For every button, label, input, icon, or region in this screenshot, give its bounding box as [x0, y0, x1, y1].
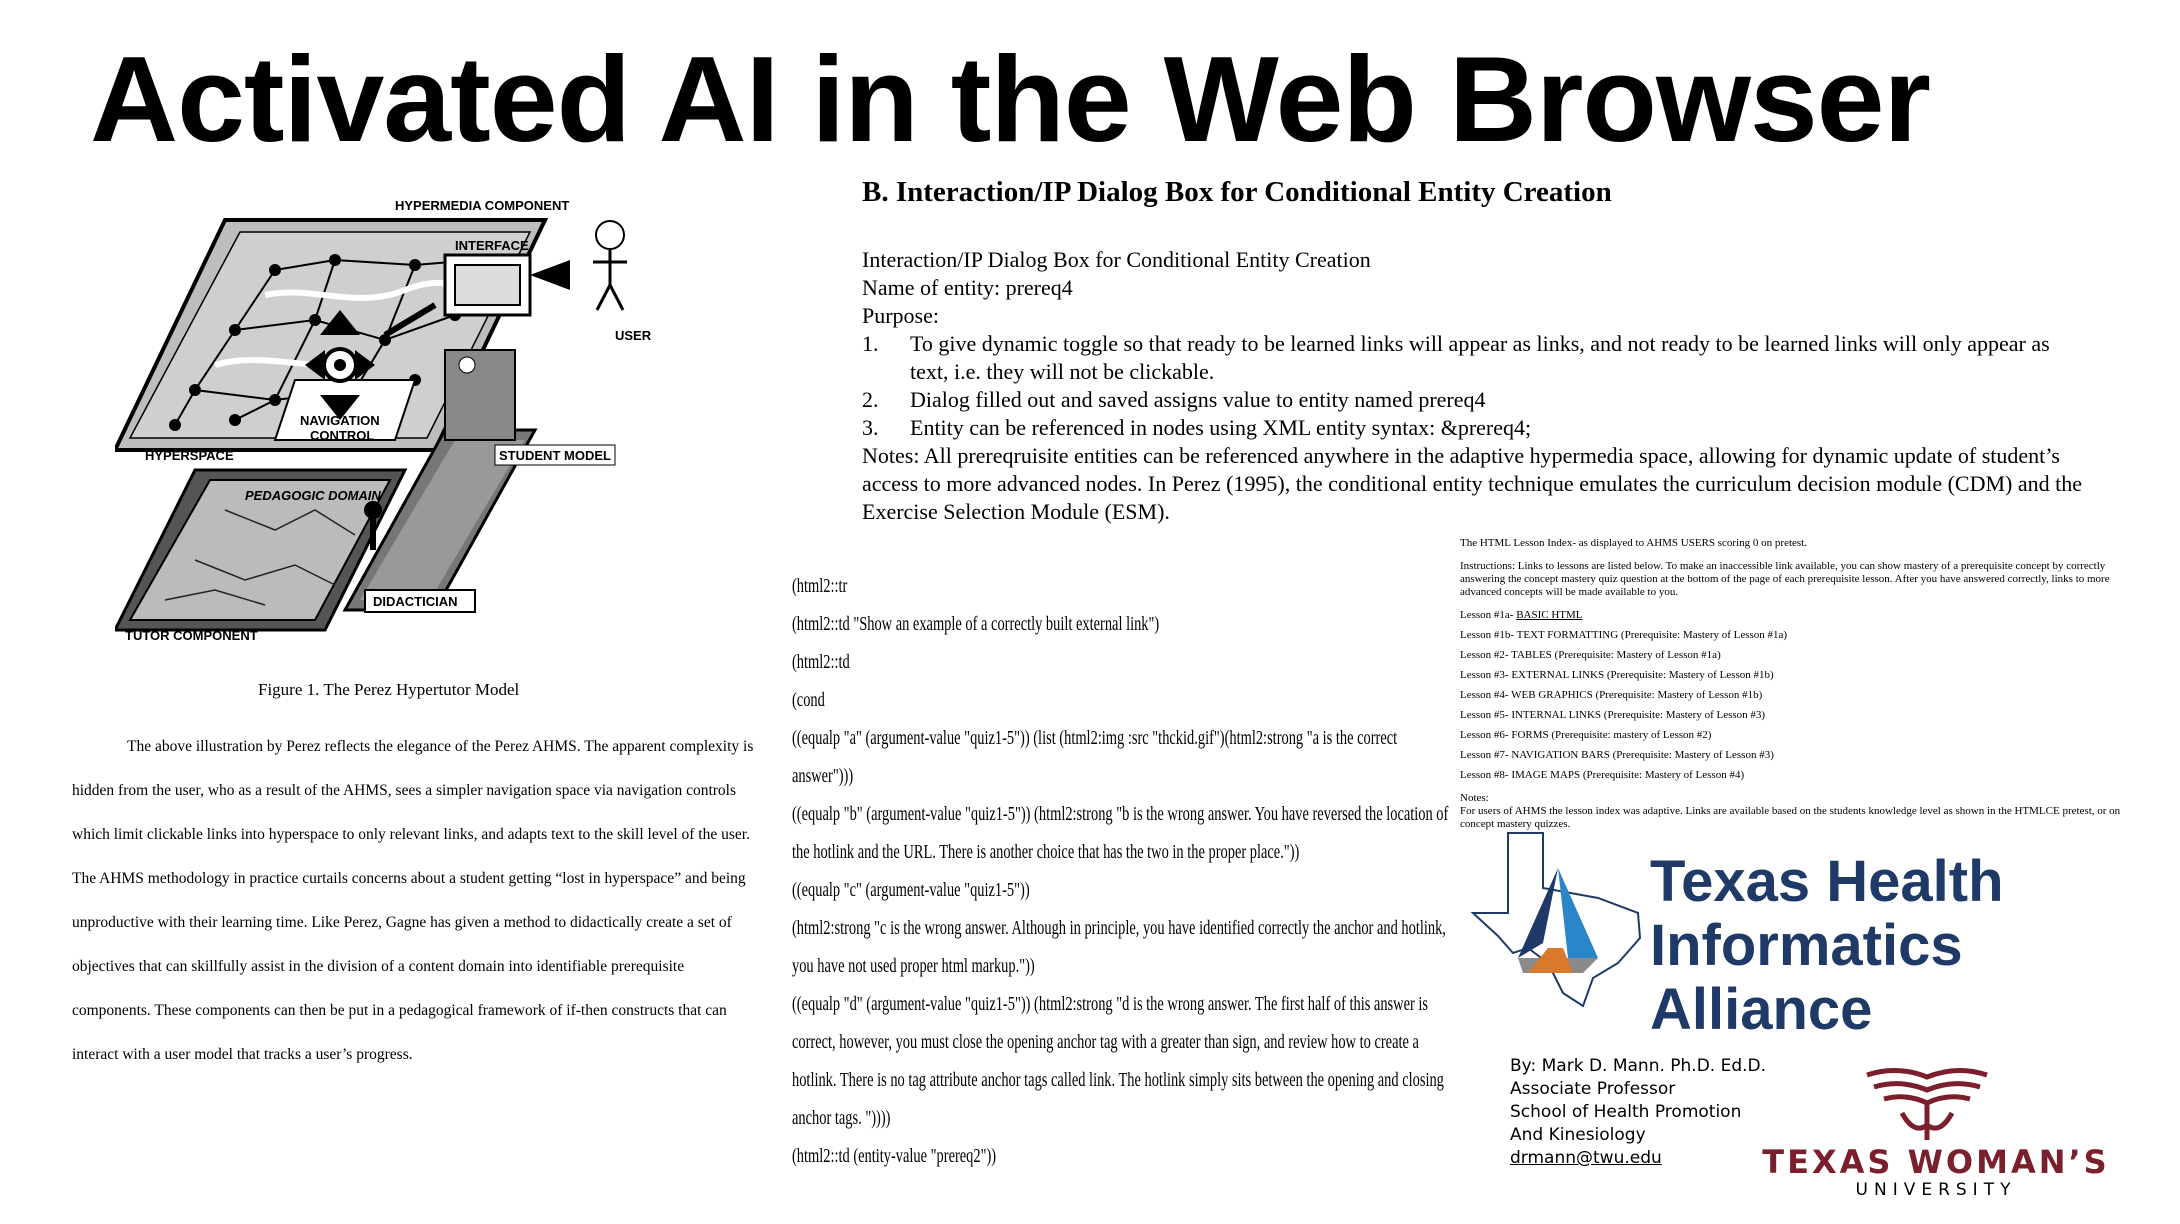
- txhia-line-2: Informatics Alliance: [1650, 913, 1963, 1042]
- lesson-index: [1460, 537, 2140, 841]
- label-user: USER: [615, 328, 652, 343]
- label-navigation: NAVIGATION: [300, 413, 380, 428]
- author-email-link[interactable]: drmann@twu.edu: [1510, 1148, 1662, 1168]
- figure-caption: Figure 1. The Perez Hypertutor Model: [258, 680, 520, 699]
- lesson-item: Lesson #3- EXTERNAL LINKS (Prerequisite: Mastery of Lesson #1b): [1460, 669, 1774, 681]
- label-hyperspace: HYPERSPACE: [145, 448, 234, 463]
- twu-university-label: UNIVERSITY: [1855, 1180, 2017, 1200]
- lesson-item: Lesson #4- WEB GRAPHICS (Prerequisite: Mastery of Lesson #1b): [1460, 689, 1763, 701]
- purpose-item: 1. To give dynamic toggle so that ready to be learned links will appear as links, and not ready to be learned links will only appear as text, i.e. they will not be clickable.: [862, 331, 2050, 384]
- code-line: ((equalp "c" (argument-value "quiz1-5")): [792, 880, 1030, 901]
- author-school: School of Health Promotion: [1510, 1102, 1742, 1122]
- lesson-index-header: The HTML Lesson Index- as displayed to AHMS USERS scoring 0 on pretest.: [1460, 537, 1807, 549]
- twu-name: TEXAS WOMAN’S: [1762, 1143, 2110, 1181]
- perez-hypertutor-figure: [115, 190, 775, 640]
- label-interface: INTERFACE: [455, 238, 529, 253]
- lesson-item: Lesson #7- NAVIGATION BARS (Prerequisite: Mastery of Lesson #3): [1460, 749, 1774, 761]
- code-line: (html2:strong "c is the wrong answer. Although in principle, you have identified correctly the anchor and hotlink, you have not used proper html markup.")): [792, 918, 1446, 977]
- entity-name-line: Name of entity: prereq4: [862, 275, 1073, 300]
- section-b-heading: B. Interaction/IP Dialog Box for Conditional Entity Creation: [862, 176, 1612, 208]
- dialog-title: Interaction/IP Dialog Box for Conditional Entity Creation: [862, 247, 1371, 272]
- label-didactician: DIDACTICIAN: [373, 594, 458, 609]
- txhia-wordmark: [1650, 850, 2180, 1042]
- code-line: (cond: [792, 690, 825, 711]
- dialog-description: [862, 246, 2082, 526]
- label-tutor-component: TUTOR COMPONENT: [125, 628, 258, 640]
- purpose-item: 3. Entity can be referenced in nodes using XML entity syntax: &prereq4;: [862, 415, 1532, 440]
- label-student-model: STUDENT MODEL: [499, 448, 611, 463]
- txhia-line-1: Texas Health: [1650, 849, 2004, 914]
- lesson-index-notes: Notes: For users of AHMS the lesson index was adaptive. Links are available based on the students knowledge level as shown in the HTMLCE pretest, or on concept mastery quizzes.: [1460, 792, 2121, 830]
- basic-html-link[interactable]: BASIC HTML: [1516, 609, 1583, 621]
- code-line: (html2::tr: [792, 576, 848, 597]
- perez-description-paragraph: [72, 725, 762, 1077]
- slide-title: Activated AI in the Web Browser: [89, 31, 1931, 167]
- code-line: (html2::td (entity-value "prereq2")): [792, 1146, 997, 1167]
- dialog-notes: Notes: All prereqruisite entities can be referenced anywhere in the adaptive hypermedia space, allowing for dynamic update of student’s access to more advanced nodes. In Perez (1995), the conditional entity technique emulates the curriculum decision module (CDM) and the Exercise Selection Module (ESM).: [862, 443, 2083, 524]
- lesson-item: Lesson #5- INTERNAL LINKS (Prerequisite: Mastery of Lesson #3): [1460, 709, 1766, 721]
- lesson-item: Lesson #6- FORMS (Prerequisite: mastery of Lesson #2): [1460, 729, 1712, 741]
- label-control: CONTROL: [310, 428, 375, 443]
- code-line: ((equalp "b" (argument-value "quiz1-5")) (html2:strong "b is the wrong answer. You have reversed the location of the hotlink and the URL. There is another choice that has the two in the proper place.")): [792, 804, 1449, 863]
- lesson-item: Lesson #2- TABLES (Prerequisite: Mastery of Lesson #1a): [1460, 649, 1721, 661]
- lesson-index-instructions: Instructions: Links to lessons are listed below. To make an inaccessible link available, you can show mastery of a prerequisite concept by correctly answering the concept mastery quiz question at the bottom of the page of each prerequisite lesson. After you have answered correctly, links to more advanced concepts will be made available to you.: [1460, 560, 2110, 598]
- twu-emblem-icon: [1862, 1065, 1992, 1143]
- purpose-label: Purpose:: [862, 303, 939, 328]
- lesson-item: Lesson #1b- TEXT FORMATTING (Prerequisite: Mastery of Lesson #1a): [1460, 629, 1788, 641]
- code-line: ((equalp "a" (argument-value "quiz1-5")) (list (html2:img :src "thckid.gif")(html2:strong "a is the correct answer"))): [792, 728, 1398, 787]
- purpose-item: 2. Dialog filled out and saved assigns value to entity named prereq4: [862, 387, 1486, 412]
- perez-description-text: The above illustration by Perez reflects the elegance of the Perez AHMS. The apparent complexity is hidden from the user, who as a result of the AHMS, sees a simpler navigation space via navigation controls which limit clickable links into hyperspace to only relevant links, and adapts text to the skill level of the user. The AHMS methodology in practice curtails concerns about a student getting “lost in hyperspace” and being unproductive with their learning time. Like Perez, Gagne has given a method to didactically create a set of objectives that can skillfully assist in the division of a content domain into identifiable prerequisite components. These components can then be put in a pedagogical framework of if-then constructs that can interact with a user model that tracks a user’s progress.: [72, 738, 754, 1063]
- label-hypermedia-component: HYPERMEDIA COMPONENT: [395, 198, 570, 213]
- author-info: [1510, 1055, 1766, 1170]
- code-line: (html2::td "Show an example of a correctly built external link"): [792, 614, 1160, 635]
- texas-outline-logo-icon: [1468, 828, 1648, 1008]
- lesson-item: Lesson #1a- BASIC HTML: [1460, 609, 1583, 621]
- author-department: And Kinesiology: [1510, 1125, 1646, 1145]
- label-pedagogic-domain: PEDAGOGIC DOMAIN: [245, 488, 381, 503]
- code-line: ((equalp "d" (argument-value "quiz1-5")) (html2:strong "d is the wrong answer. The first half of this answer is correct, however, you must close the opening anchor tag with a greater than sign, and review how to create a hotlink. There is no tag attribute anchor tags called link. The hotlink simply sits between the opening and closing anchor tags. ")))): [792, 994, 1444, 1129]
- lisp-code-sample: [792, 568, 1452, 1176]
- lesson-item: Lesson #8- IMAGE MAPS (Prerequisite: Mastery of Lesson #4): [1460, 769, 1745, 781]
- code-line: (html2::td: [792, 652, 850, 673]
- author-name: By: Mark D. Mann. Ph.D. Ed.D.: [1510, 1056, 1767, 1076]
- author-position: Associate Professor: [1510, 1079, 1676, 1099]
